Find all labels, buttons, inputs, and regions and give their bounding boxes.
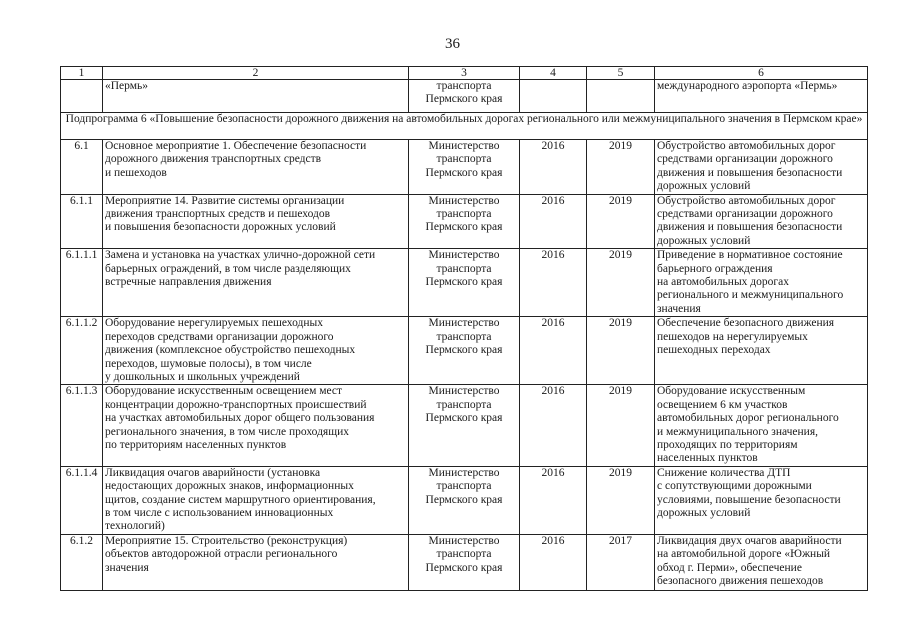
start-year-cell: 2016	[520, 466, 587, 534]
result-cell: Приведение в нормативное состояние барьерного ограждения на автомобильных дорогах регионального и межмуниципального значения	[655, 249, 868, 317]
column-number-row	[61, 67, 868, 80]
end-year-cell	[587, 80, 655, 113]
end-year-cell: 2019	[587, 466, 655, 534]
column-number: 4	[520, 67, 587, 80]
result-cell: Оборудование искусственным освещением 6 км участков автомобильных дорог регионального и межмуниципального значения, проходящих по территориям населенных пунктов	[655, 385, 868, 466]
result-cell: международного аэропорта «Пермь»	[655, 80, 868, 113]
end-year-cell: 2019	[587, 140, 655, 195]
start-year-cell: 2016	[520, 534, 587, 590]
result-cell: Обустройство автомобильных дорог средствами организации дорожного движения и повышения безопасности дорожных условий	[655, 140, 868, 195]
row-number-cell	[61, 80, 103, 113]
row-number-cell: 6.1.1.3	[61, 385, 103, 466]
start-year-cell: 2016	[520, 317, 587, 385]
start-year-cell	[520, 80, 587, 113]
end-year-cell: 2019	[587, 385, 655, 466]
row-number-cell: 6.1.2	[61, 534, 103, 590]
activity-name-cell: Мероприятие 15. Строительство (реконструкция) объектов автодорожной отрасли регионального значения	[103, 534, 409, 590]
continuation-row	[61, 80, 868, 113]
table-row	[61, 317, 868, 385]
activity-name-cell: Мероприятие 14. Развитие системы организации движения транспортных средств и пешеходов и повышения безопасности дорожных условий	[103, 194, 409, 249]
activity-name-cell: Основное мероприятие 1. Обеспечение безопасности дорожного движения транспортных средств и пешеходов	[103, 140, 409, 195]
end-year-cell: 2019	[587, 194, 655, 249]
executor-cell: Министерство транспорта Пермского края	[409, 466, 520, 534]
end-year-cell: 2019	[587, 317, 655, 385]
column-number: 1	[61, 67, 103, 80]
row-number-cell: 6.1.1.2	[61, 317, 103, 385]
activity-name-cell: Ликвидация очагов аварийности (установка недостающих дорожных знаков, информационных щитов, создание систем маршрутного ориентирования, в том числе с использованием инновационных технологий)	[103, 466, 409, 534]
executor-cell: Министерство транспорта Пермского края	[409, 140, 520, 195]
activity-name-cell: Замена и установка на участках улично-дорожной сети барьерных ограждений, в том числе разделяющих встречные направления движения	[103, 249, 409, 317]
row-number-cell: 6.1.1.1	[61, 249, 103, 317]
subprogram-title: Подпрограмма 6 «Повышение безопасности дорожного движения на автомобильных дорогах регионального или межмуниципального значения в Пермском крае»	[61, 113, 868, 140]
executor-cell: транспорта Пермского края	[409, 80, 520, 113]
start-year-cell: 2016	[520, 385, 587, 466]
page-number: 36	[445, 36, 460, 52]
row-number-cell: 6.1.1	[61, 194, 103, 249]
executor-cell: Министерство транспорта Пермского края	[409, 249, 520, 317]
start-year-cell: 2016	[520, 249, 587, 317]
program-table	[60, 66, 868, 591]
subprogram-row	[61, 113, 868, 140]
end-year-cell: 2019	[587, 249, 655, 317]
executor-cell: Министерство транспорта Пермского края	[409, 385, 520, 466]
table-row	[61, 140, 868, 195]
start-year-cell: 2016	[520, 194, 587, 249]
column-number: 6	[655, 67, 868, 80]
table-row	[61, 194, 868, 249]
column-number: 2	[103, 67, 409, 80]
activity-name-cell: Оборудование искусственным освещением мест концентрации дорожно-транспортных происшествий на участках автомобильных дорог общего пользования регионального значения, в том числе проходящих по территориям населенных пунктов	[103, 385, 409, 466]
executor-cell: Министерство транспорта Пермского края	[409, 534, 520, 590]
result-cell: Обустройство автомобильных дорог средствами организации дорожного движения и повышения безопасности дорожных условий	[655, 194, 868, 249]
executor-cell: Министерство транспорта Пермского края	[409, 194, 520, 249]
table-row	[61, 249, 868, 317]
table-row	[61, 466, 868, 534]
start-year-cell: 2016	[520, 140, 587, 195]
end-year-cell: 2017	[587, 534, 655, 590]
result-cell: Ликвидация двух очагов аварийности на автомобильной дороге «Южный обход г. Перми», обеспечение безопасного движения пешеходов	[655, 534, 868, 590]
column-number: 3	[409, 67, 520, 80]
row-number-cell: 6.1	[61, 140, 103, 195]
executor-cell: Министерство транспорта Пермского края	[409, 317, 520, 385]
table-row	[61, 385, 868, 466]
result-cell: Обеспечение безопасного движения пешеходов на нерегулируемых пешеходных переходах	[655, 317, 868, 385]
row-number-cell: 6.1.1.4	[61, 466, 103, 534]
column-number: 5	[587, 67, 655, 80]
result-cell: Снижение количества ДТП с сопутствующими дорожными условиями, повышение безопасности дорожных условий	[655, 466, 868, 534]
table-row	[61, 534, 868, 590]
activity-name-cell: «Пермь»	[103, 80, 409, 113]
activity-name-cell: Оборудование нерегулируемых пешеходных переходов средствами организации дорожного движения (комплексное обустройство пешеходных переходов, шумовые полосы), в том числе у дошкольных и школьных учреждений	[103, 317, 409, 385]
